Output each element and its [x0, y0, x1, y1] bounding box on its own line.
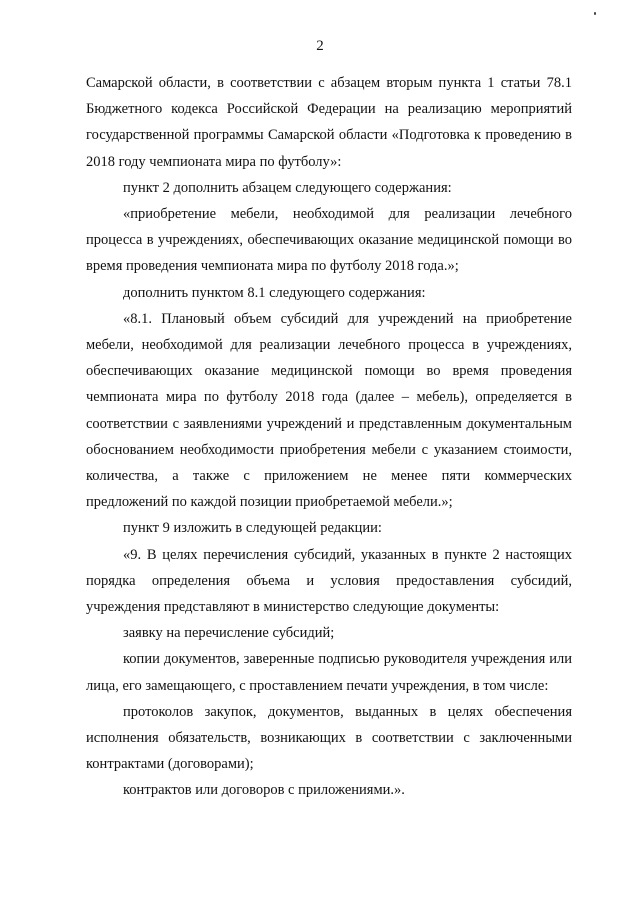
- scan-speck: [594, 12, 596, 15]
- paragraph-procurement-protocols: протоколов закупок, документов, выданных в целях обеспечения исполнения обязательств, возникающих в соответствии с заключенными контрактами (договорами);: [86, 703, 572, 773]
- paragraph-amend-item-9: пункт 9 изложить в следующей редакции:: [123, 520, 382, 537]
- paragraph-amend-item-2: пункт 2 дополнить абзацем следующего содержания:: [123, 179, 452, 196]
- paragraph-item-9: «9. В целях перечисления субсидий, указанных в пункте 2 настоящих порядка определения объема и условия предоставления субсидий, учреждения представляют в министерство следующие документы:: [86, 546, 572, 616]
- document-body: [86, 70, 572, 804]
- paragraph-contracts: контрактов или договоров с приложениями.».: [123, 782, 405, 799]
- paragraph-add-item-8-1: дополнить пунктом 8.1 следующего содержания:: [123, 284, 426, 301]
- paragraph-subsidy-request: заявку на перечисление субсидий;: [123, 625, 335, 642]
- paragraph-item-8-1: «8.1. Плановый объем субсидий для учреждений на приобретение мебели, необходимой для реализации лечебного процесса в учреждениях, обеспечивающих оказание медицинской помощи во время проведения чемпионата мира по футболу 2018 года (далее – мебель), определяется в соответствии с заявлениями учреждений и представленным документальным обоснованием необходимости приобретения мебели с указанием стоимости, количества, а также с приложением не менее пяти коммерческих предложений по каждой позиции приобретаемой мебели.»;: [86, 310, 572, 511]
- paragraph-furniture-purchase: «приобретение мебели, необходимой для реализации лечебного процесса в учреждениях, обеспечивающих оказание медицинской помощи во время проведения чемпионата мира по футболу 2018 года.»;: [86, 206, 572, 275]
- paragraph-document-copies: копии документов, заверенные подписью руководителя учреждения или лица, его замещающего, с проставлением печати учреждения, в том числе:: [86, 651, 572, 694]
- paragraph-continuation: Самарской области, в соответствии с абзацем вторым пункта 1 статьи 78.1 Бюджетного кодекса Российской Федерации на реализацию мероприятий государственной программы Самарской области «Подготовка к проведению в 2018 году чемпионата мира по футболу»:: [86, 75, 572, 170]
- page-number: 2: [316, 38, 324, 54]
